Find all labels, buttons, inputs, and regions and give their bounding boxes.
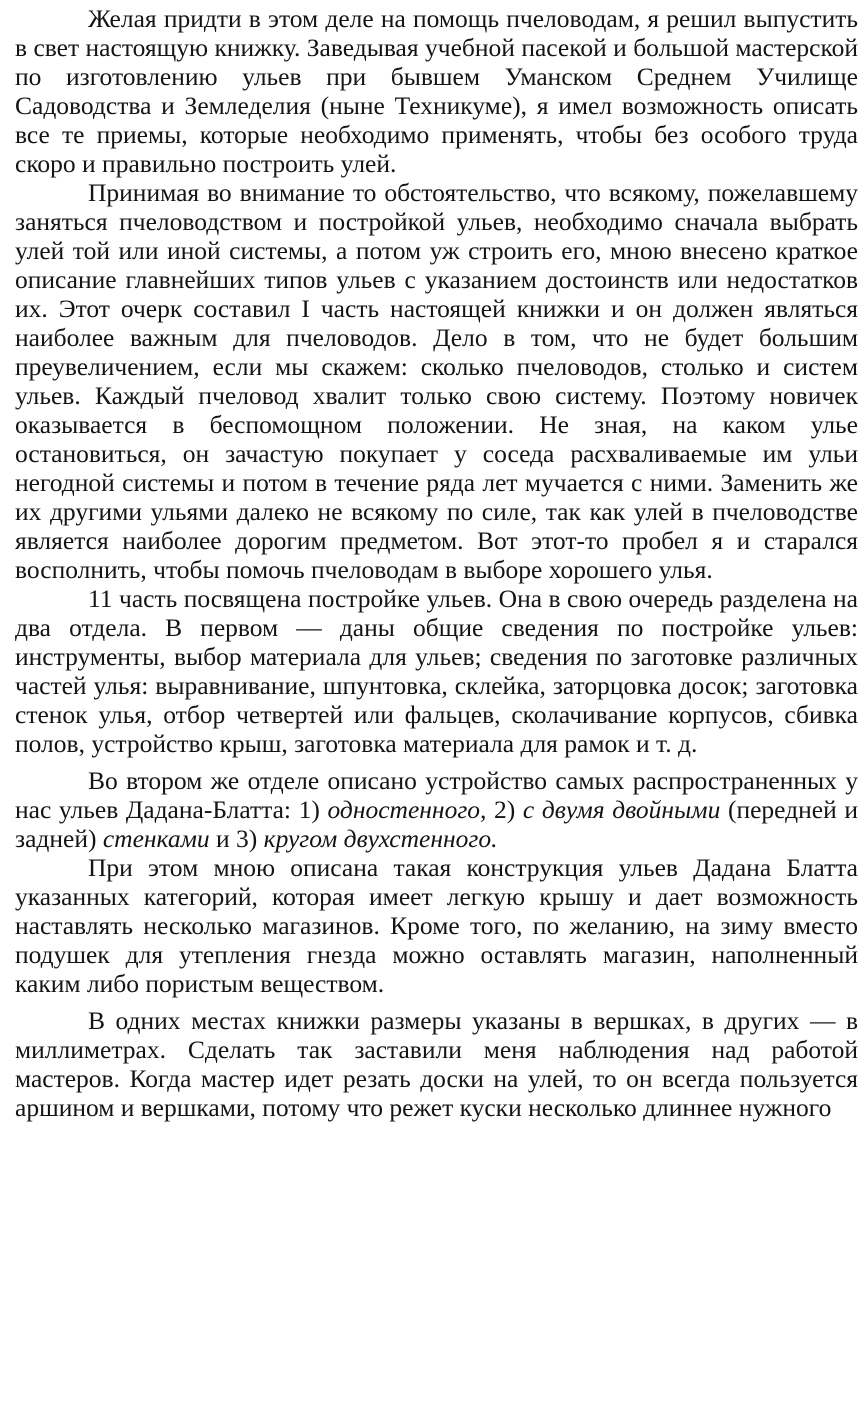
paragraph-text-segment: (передней и задней) <box>15 795 858 853</box>
paragraph-part-two: 11 часть посвящена постройке ульев. Она в свою очередь разделена на два отдела. В первом — даны общие сведения по постройке ульев: инструменты, выбор материала для ульев; сведения по заготовке различных частей улья: выравнивание, шпунтовка, склейка, заторцовка досок; заготовка стенок улья, отбор четвертей или фальцев, сколачивание корпусов, сбивка полов, устройство крыш, заготовка материала для рамок и т. д. <box>15 584 858 758</box>
paragraph-construction: При этом мною описана такая конструкция ульев Дадана Блатта указанных категорий, которая имеет легкую крышу и дает возможность наставлять несколько магазинов. Кроме того, по желанию, на зиму вместо подушек для утепления гнезда можно оставлять магазин, наполненный каким либо пористым веществом. <box>15 853 858 998</box>
paragraph-measurements: В одних местах книжки размеры указаны в вершках, в других — в миллиметрах. Сделать так заставили меня наблюдения над работой мастеров. Когда мастер идет резать доски на улей, то он всегда пользуется аршином и вершками, потому что режет куски несколько длиннее нужного <box>15 1006 858 1122</box>
paragraph-italic-segment: кругом двухстенного. <box>263 824 498 853</box>
paragraph-part-one: Принимая во внимание то обстоятельство, что всякому, пожелавшему заняться пчеловодством и постройкой ульев, необходимо сначала выбрать улей той или иной системы, а потом уж строить его, мною внесено краткое описание главнейших типов ульев с указанием достоинств или недостатков их. Этот очерк составил I часть настоящей книжки и он должен являться наиболее важным для пчеловодов. Дело в том, что не будет большим преувеличением, если мы скажем: сколько пчеловодов, столько и систем ульев. Каждый пчеловод хвалит только свою систему. Поэтому новичек оказывается в беспомощном положении. Не зная, на каком улье остановиться, он зачастую покупает у соседа расхваливаемые им ульи негодной системы и потом в течение ряда лет мучается с ними. Заменить же их другими ульями далеко не всякому по силе, так как улей в пчеловодстве является наиболее дорогим предметом. Вот этот-то пробел я и старался восполнить, чтобы помочь пчеловодам в выборе хорошего улья. <box>15 178 858 584</box>
paragraph-text-segment: 2) <box>486 795 523 824</box>
paragraph-italic-segment: одностенного, <box>327 795 487 824</box>
paragraph-italic-segment: с двумя двойными <box>522 795 721 824</box>
paragraph-text-segment: Во втором же отделе описано устройство самых распространенных у нас ульев Дадана-Блатта: 1) <box>15 766 858 824</box>
paragraph-second-section <box>15 766 858 853</box>
paragraph-intro: Желая придти в этом деле на помощь пчеловодам, я решил выпустить в свет настоящую книжку. Заведывая учебной пасекой и большой мастерской по изготовлению ульев при бывшем Уманском Среднем Училище Садоводства и Земледелия (ныне Техникуме), я имел возможность описать все те приемы, которые необходимо применять, чтобы без особого труда скоро и правильно построить улей. <box>15 4 858 178</box>
paragraph-text-segment: и 3) <box>209 824 264 853</box>
paragraph-italic-segment: стенками <box>102 824 210 853</box>
